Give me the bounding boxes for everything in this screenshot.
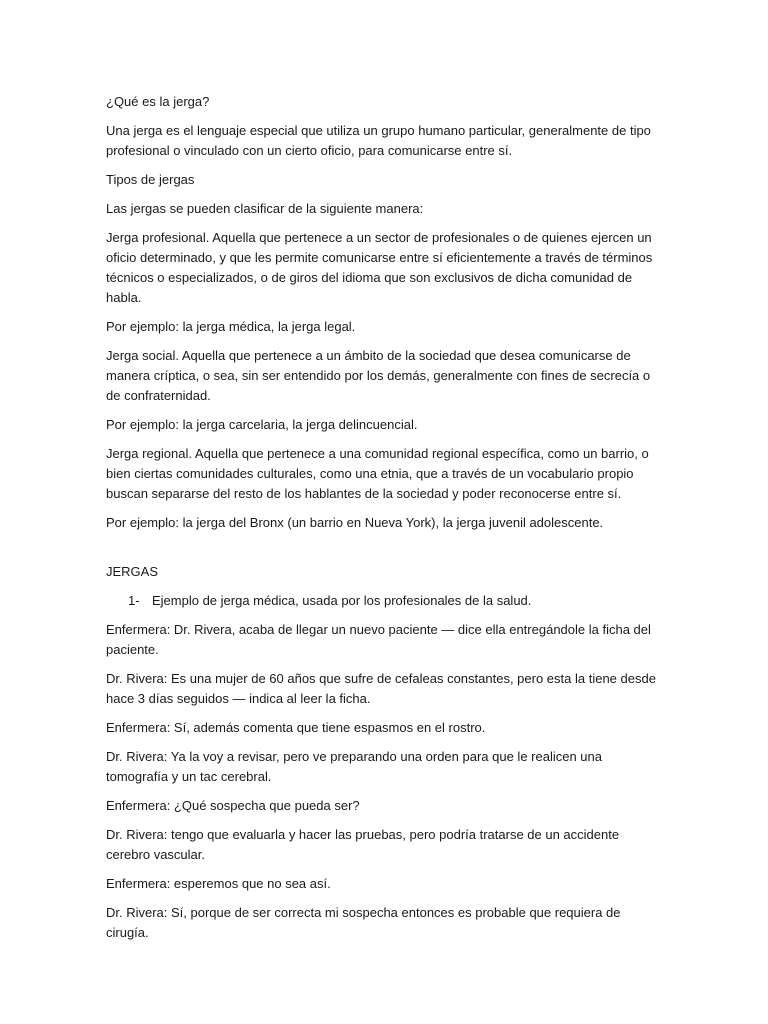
definition-paragraph: Una jerga es el lenguaje especial que utiliza un grupo humano particular, generalmente de tipo profesional o vinculado con un cierto oficio, para comunicarse entre sí. [106,123,651,158]
social-example: Por ejemplo: la jerga carcelaria, la jerga delincuencial. [106,417,418,432]
classification-intro: Las jergas se pueden clasificar de la siguiente manera: [106,201,424,216]
blank-line [106,542,666,562]
professional-example: Por ejemplo: la jerga médica, la jerga legal. [106,319,356,334]
list-number: 1- [128,593,140,608]
professional-jargon-paragraph: Jerga profesional. Aquella que pertenece a un sector de profesionales o de quienes ejercen un oficio determinado, y que les permite comunicarse entre sí eficientemente a través de términos técnicos o especializados, o de giros del idioma que son exclusivos de dicha comunidad de habla. [106,230,653,305]
document-body [106,92,666,952]
list-item [106,591,666,611]
dialogue-line: Dr. Rivera: tengo que evaluarla y hacer las pruebas, pero podría tratarse de un accidente cerebro vascular. [106,827,620,862]
dialogue-line: Enfermera: ¿Qué sospecha que pueda ser? [106,798,360,813]
dialogue-line: Enfermera: Sí, además comenta que tiene espasmos en el rostro. [106,720,486,735]
types-heading: Tipos de jergas [106,172,195,187]
regional-jargon-paragraph: Jerga regional. Aquella que pertenece a una comunidad regional específica, como un barrio, o bien ciertas comunidades culturales, como una etnia, que a través de un vocabulario propio buscan separarse del resto de los hablantes de la sociedad y poder reconocerse entre sí. [106,446,649,501]
regional-example: Por ejemplo: la jerga del Bronx (un barrio en Nueva York), la jerga juvenil adolescente. [106,515,604,530]
dialogue-line: Dr. Rivera: Es una mujer de 60 años que sufre de cefaleas constantes, pero esta la tiene desde hace 3 días seguidos — indica al leer la ficha. [106,671,656,706]
heading-question: ¿Qué es la jerga? [106,94,210,109]
jergas-heading: JERGAS [106,564,159,579]
dialogue-line: Dr. Rivera: Sí, porque de ser correcta mi sospecha entonces es probable que requiera de cirugía. [106,905,621,940]
list-text: Ejemplo de jerga médica, usada por los profesionales de la salud. [152,593,532,608]
social-jargon-paragraph: Jerga social. Aquella que pertenece a un ámbito de la sociedad que desea comunicarse de manera críptica, o sea, sin ser entendido por los demás, generalmente con fines de secrecía o de confraternidad. [106,348,651,403]
dialogue-line: Dr. Rivera: Ya la voy a revisar, pero ve preparando una orden para que le realicen una tomografía y un tac cerebral. [106,749,602,784]
dialogue-line: Enfermera: esperemos que no sea así. [106,876,331,891]
dialogue-line: Enfermera: Dr. Rivera, acaba de llegar un nuevo paciente — dice ella entregándole la ficha del paciente. [106,622,651,657]
